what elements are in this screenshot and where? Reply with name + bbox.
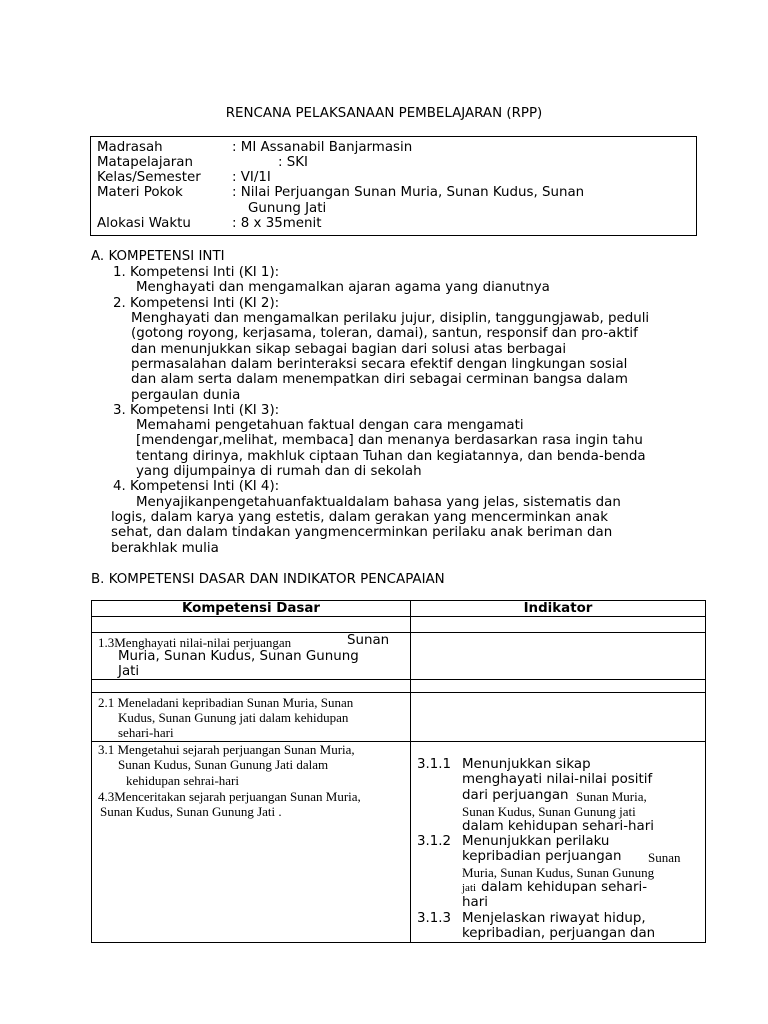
- info-value-kelas: : VI/1I: [232, 170, 271, 185]
- indikator-text: menghayati nilai-nilai positif: [462, 772, 653, 787]
- info-value-madrasah: : MI Assanabil Banjarmasin: [232, 140, 413, 155]
- indikator-text: Menunjukkan sikap: [462, 757, 591, 772]
- kd-text: Jati: [118, 664, 140, 679]
- ki-4-line: sehat, dan dalam tindakan yangmencerminkan perilaku anak beriman dan: [111, 525, 613, 540]
- kd-text: Kudus, Sunan Gunung jati dalam kehidupan: [118, 710, 349, 725]
- indikator-text: jati: [462, 882, 477, 894]
- kd-2-1-cell: [92, 693, 411, 742]
- ki-1-line: Menghayati dan mengamalkan ajaran agama yang dianutnya: [136, 280, 550, 295]
- indikator-number: 3.1.2: [417, 834, 452, 849]
- info-value-matapelajaran: : SKI: [278, 155, 308, 170]
- ki-3-line: tentang dirinya, makhluk ciptaan Tuhan dan kegiatannya, dan benda-benda: [136, 449, 646, 464]
- col-header-kompetensi: Kompetensi Dasar: [92, 601, 411, 617]
- indikator-text: Sunan Muria,: [576, 789, 647, 804]
- ki-3-line: Memahami pengetahuan faktual dengan cara mengamati: [136, 418, 524, 433]
- col-header-indikator: Indikator: [411, 601, 706, 617]
- kd-text: kehidupan sehrai-hari: [126, 773, 239, 788]
- kd-text: 3.1 Mengetahui sejarah perjuangan Sunan Muria,: [98, 742, 355, 757]
- info-label-matapelajaran: Matapelajaran: [97, 155, 194, 170]
- ki-2-line: pergaulan dunia: [131, 388, 241, 403]
- empty-cell: [411, 693, 706, 742]
- ki-2-title: 2. Kompetensi Inti (KI 2):: [113, 296, 280, 311]
- info-label-madrasah: Madrasah: [97, 140, 163, 155]
- info-label-kelas: Kelas/Semester: [97, 170, 201, 185]
- ki-4-line: logis, dalam karya yang estetis, dalam gerakan yang mencerminkan anak: [111, 510, 608, 525]
- indikator-text: Muria, Sunan Kudus, Sunan Gunung: [462, 865, 655, 880]
- ki-4-title: 4. Kompetensi Inti (KI 4):: [113, 479, 280, 494]
- kd-text: 2.1 Meneladani kepribadian Sunan Muria, Sunan: [98, 695, 354, 710]
- indikator-text: kepribadian perjuangan: [462, 849, 622, 864]
- kd-text: Muria, Sunan Kudus, Sunan Gunung: [118, 649, 359, 664]
- ki-2-line: Menghayati dan mengamalkan perilaku jujur, disiplin, tanggungjawab, peduli: [131, 311, 650, 326]
- ki-2-line: dan menunjukkan sikap sebagai bagian dari solusi atas berbagai: [131, 342, 567, 357]
- empty-cell: [411, 633, 706, 680]
- ki-2-line: dan alam serta dalam menempatkan diri sebagai cerminan bangsa dalam: [131, 372, 628, 387]
- kd-1-3-cell: [92, 633, 411, 680]
- kd-indicator-table: [91, 600, 706, 943]
- indikator-text: kepribadian, perjuangan dan: [462, 926, 656, 941]
- indikator-text: Sunan Kudus, Sunan Gunung jati: [462, 804, 636, 819]
- ki-4-line: Menyajikanpengetahuanfaktualdalam bahasa yang jelas, sistematis dan: [136, 495, 621, 510]
- indikator-number: 3.1.3: [417, 911, 452, 926]
- kd-text: Sunan Kudus, Sunan Gunung Jati .: [100, 804, 282, 819]
- indikator-text: dalam kehidupan sehari-hari: [462, 819, 654, 834]
- info-label-alokasi: Alokasi Waktu: [97, 216, 191, 231]
- indikator-text: dari perjuangan: [462, 788, 569, 803]
- indikator-text: Sunan: [648, 850, 681, 865]
- kd-text: Sunan: [347, 633, 390, 648]
- ki-3-line: yang dijumpainya di rumah dan di sekolah: [136, 464, 422, 479]
- ki-4-line: berakhlak mulia: [111, 541, 219, 556]
- kd-3-1-cell: [92, 742, 411, 943]
- section-b-heading: B. KOMPETENSI DASAR DAN INDIKATOR PENCAPAIAN: [91, 572, 445, 587]
- kd-text: 4.3Menceritakan sejarah perjuangan Sunan Muria,: [98, 789, 361, 804]
- empty-cell: [92, 617, 411, 633]
- section-a-heading: A. KOMPETENSI INTI: [91, 249, 225, 264]
- indikator-text: Menjelaskan riwayat hidup,: [462, 911, 646, 926]
- info-label-materi: Materi Pokok: [97, 185, 183, 200]
- ki-2-line: (gotong royong, kerjasama, toleran, damai), santun, responsif dan pro-aktif: [131, 326, 638, 341]
- kd-text: sehari-hari: [118, 725, 174, 740]
- ki-1-title: 1. Kompetensi Inti (KI 1):: [113, 265, 280, 280]
- info-value-materi: : Nilai Perjuangan Sunan Muria, Sunan Kudus, Sunan: [232, 185, 585, 200]
- empty-cell: [411, 680, 706, 693]
- info-value-alokasi: : 8 x 35menit: [232, 216, 322, 231]
- ki-3-title: 3. Kompetensi Inti (KI 3):: [113, 403, 280, 418]
- ki-3-line: [mendengar,melihat, membaca] dan menanya berdasarkan rasa ingin tahu: [136, 433, 643, 448]
- page-title: RENCANA PELAKSANAAN PEMBELAJARAN (RPP): [225, 106, 543, 121]
- indikator-cell: [411, 742, 706, 943]
- info-value-materi-cont: Gunung Jati: [248, 201, 327, 216]
- kd-text: 1.3Menghayati nilai-nilai perjuangan: [98, 635, 292, 650]
- indikator-text: hari: [462, 895, 488, 910]
- kd-text: Sunan Kudus, Sunan Gunung Jati dalam: [118, 757, 329, 772]
- empty-cell: [411, 617, 706, 633]
- ki-2-line: permasalahan dalam berinteraksi secara efektif dengan lingkungan sosial: [131, 357, 628, 372]
- indikator-text: dalam kehidupan sehari-: [481, 880, 648, 895]
- empty-cell: [92, 680, 411, 693]
- indikator-text: Menunjukkan perilaku: [462, 834, 610, 849]
- indikator-number: 3.1.1: [417, 757, 452, 772]
